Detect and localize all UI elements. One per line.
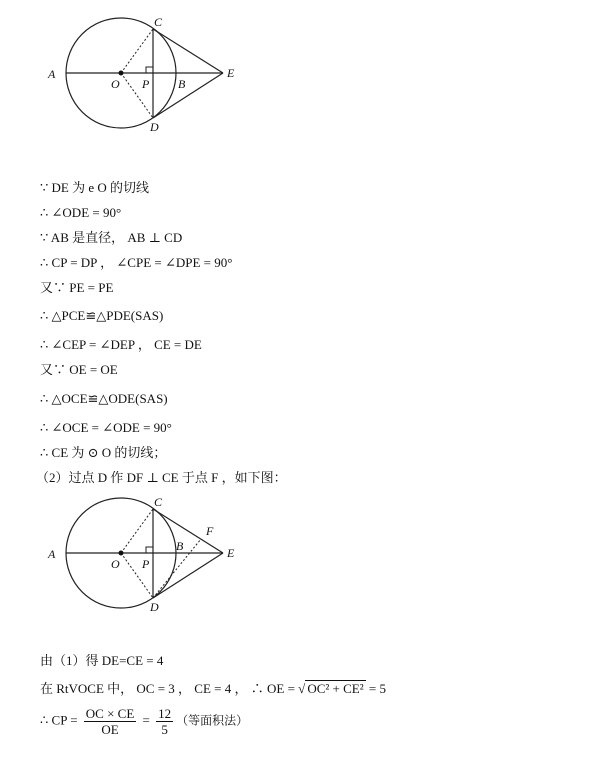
proof-line-11: ∴ CE 为 ⊙ O 的切线； xyxy=(40,445,167,460)
part2-line-2: 在 RtVOCE 中， OC = 3 ， CE = 4 ， ∴ OE = √ OC² + CE² = 5 xyxy=(40,681,386,696)
proof-line-5: 又∵ PE = PE xyxy=(40,280,114,295)
proof-line-12: （2）过点 D 作 DF ⊥ CE 于点 F ，如下图： xyxy=(36,470,287,485)
label-B: B xyxy=(176,539,184,553)
figure-1 xyxy=(0,0,260,140)
label-C: C xyxy=(154,495,163,509)
label-O: O xyxy=(111,77,120,91)
label-P: P xyxy=(142,77,150,91)
label-D: D xyxy=(150,600,159,614)
proof-line-2: ∴ ∠ODE = 90° xyxy=(40,205,122,220)
proof-line-1: ∵ DE 为 e O 的切线 xyxy=(40,180,150,195)
part2-line-2-suffix: = 5 xyxy=(365,681,386,696)
fraction-12-over-5: $\frac{12}{5}$ xyxy=(158,706,172,737)
proof-line-4: ∴ CP = DP ， ∠CPE = ∠DPE = 90° xyxy=(40,255,233,270)
proof-line-9: ∴ △OCE≌△ODE(SAS) xyxy=(40,391,168,406)
fraction-oc-ce-over-oe: $\frac{OC \times CE}{OE}$ xyxy=(85,706,135,737)
label-C: C xyxy=(154,15,163,29)
cp-prefix: ∴ CP = xyxy=(40,712,81,728)
label-E: E xyxy=(227,546,235,560)
part2-line-1: 由（1）得 DE=CE = 4 xyxy=(40,653,164,668)
part2-line-3: ∴ CP = $\frac{OC \times CE}{OE}$ = $\frac{12}{5}$ （等面积法） xyxy=(40,706,249,737)
proof-line-3: ∵ AB 是直径， AB ⊥ CD xyxy=(40,230,183,245)
label-A: A xyxy=(48,67,56,81)
label-O: O xyxy=(111,557,120,571)
label-F: F xyxy=(206,524,214,538)
label-E: E xyxy=(227,66,235,80)
label-A: A xyxy=(48,547,56,561)
label-B: B xyxy=(178,77,186,91)
sqrt-expression: OC² + CE² xyxy=(307,681,364,696)
label-D: D xyxy=(150,120,159,134)
method-note: （等面积法） xyxy=(176,713,249,728)
proof-line-6: ∴ △PCE≌△PDE(SAS) xyxy=(40,308,164,323)
proof-line-10: ∴ ∠OCE = ∠ODE = 90° xyxy=(40,420,172,435)
proof-line-7: ∴ ∠CEP = ∠DEP ， CE = DE xyxy=(40,337,202,352)
proof-line-8: 又∵ OE = OE xyxy=(40,362,118,377)
label-P: P xyxy=(142,557,150,571)
figure-2 xyxy=(0,480,260,620)
part2-line-2-prefix: 在 RtVOCE 中， OC = 3 ， CE = 4 ， ∴ OE = xyxy=(40,681,299,696)
